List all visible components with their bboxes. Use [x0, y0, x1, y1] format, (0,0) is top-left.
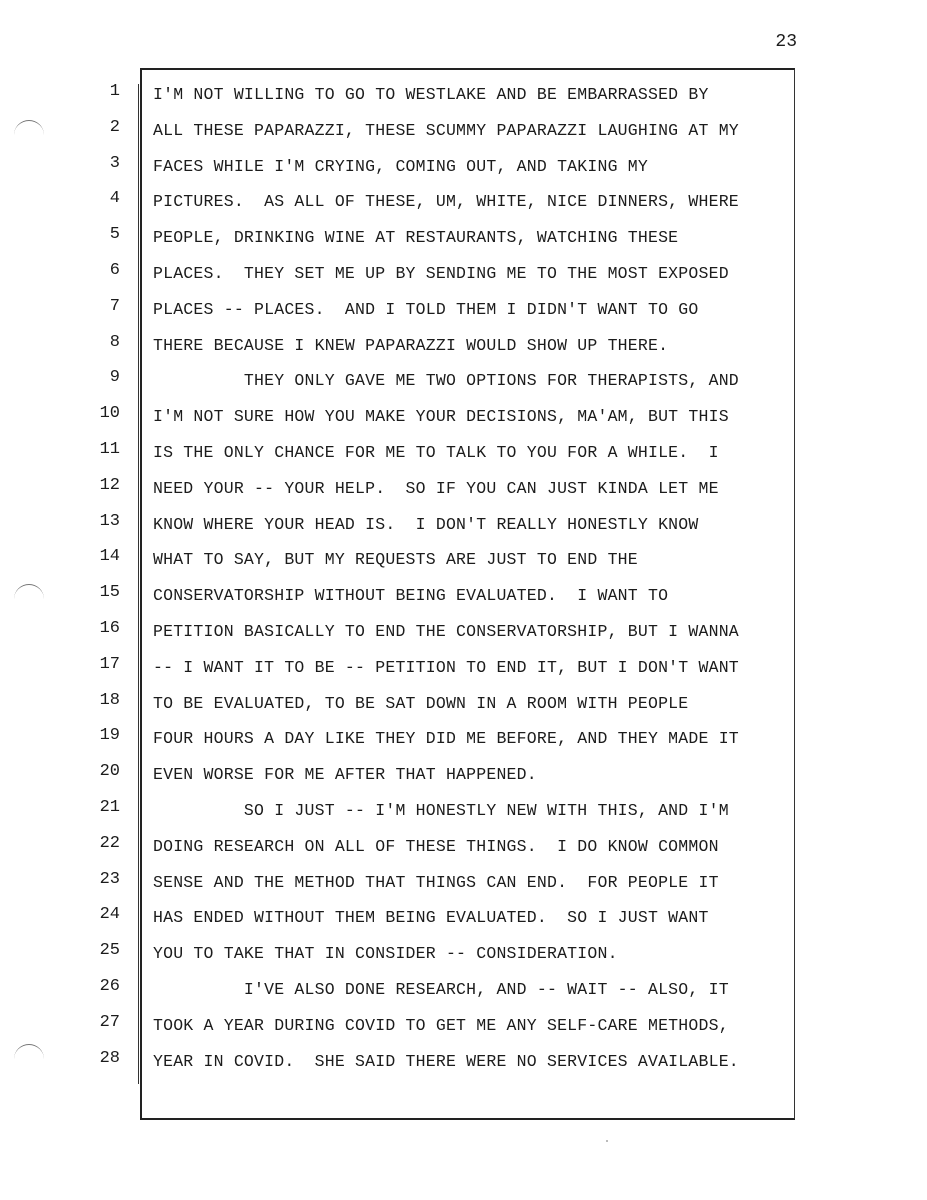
- transcript-line: [0, 508, 927, 544]
- line-number: 14: [99, 547, 120, 567]
- line-text: -- I WANT IT TO BE -- PETITION TO END IT, BUT I DON'T WANT: [153, 657, 739, 677]
- transcript-lines: [0, 78, 927, 1080]
- transcript-line: [0, 579, 927, 615]
- line-text: EVEN WORSE FOR ME AFTER THAT HAPPENED.: [153, 765, 537, 785]
- line-text: TOOK A YEAR DURING COVID TO GET ME ANY SELF-CARE METHODS,: [153, 1015, 729, 1035]
- line-number: 7: [109, 296, 120, 316]
- line-number: 10: [99, 404, 120, 424]
- transcript-line: [0, 687, 927, 723]
- transcript-line: [0, 794, 927, 830]
- line-number: 9: [109, 368, 120, 388]
- line-text: IS THE ONLY CHANCE FOR ME TO TALK TO YOU FOR A WHILE. I: [153, 442, 719, 462]
- transcript-line: [0, 364, 927, 400]
- transcript-line: [0, 543, 927, 579]
- line-text: PLACES. THEY SET ME UP BY SENDING ME TO THE MOST EXPOSED: [153, 263, 729, 283]
- line-number: 22: [99, 833, 120, 853]
- scan-speck: [606, 1140, 608, 1142]
- line-number: 21: [99, 797, 120, 817]
- line-number: 23: [99, 869, 120, 889]
- transcript-line: [0, 472, 927, 508]
- transcript-line: [0, 150, 927, 186]
- line-text: YOU TO TAKE THAT IN CONSIDER -- CONSIDERATION.: [153, 944, 618, 964]
- line-number: 2: [109, 117, 120, 137]
- line-number: 16: [99, 618, 120, 638]
- transcript-line: [0, 937, 927, 973]
- transcript-line: [0, 1045, 927, 1081]
- line-text: FACES WHILE I'M CRYING, COMING OUT, AND TAKING MY: [153, 156, 648, 176]
- line-number: 26: [99, 976, 120, 996]
- transcript-line: [0, 722, 927, 758]
- line-text: NEED YOUR -- YOUR HELP. SO IF YOU CAN JUST KINDA LET ME: [153, 478, 719, 498]
- page-number: 23: [775, 32, 797, 52]
- transcript-line: [0, 185, 927, 221]
- line-number: 17: [99, 654, 120, 674]
- transcript-line: [0, 114, 927, 150]
- line-text: THEY ONLY GAVE ME TWO OPTIONS FOR THERAPISTS, AND: [153, 371, 739, 391]
- line-text: I'VE ALSO DONE RESEARCH, AND -- WAIT -- ALSO, IT: [153, 979, 729, 999]
- line-number: 12: [99, 475, 120, 495]
- line-text: SO I JUST -- I'M HONESTLY NEW WITH THIS, AND I'M: [153, 800, 729, 820]
- transcript-line: [0, 901, 927, 937]
- line-number: 1: [109, 82, 120, 101]
- transcript-line: [0, 436, 927, 472]
- line-number: 20: [99, 762, 120, 782]
- line-text: PEOPLE, DRINKING WINE AT RESTAURANTS, WATCHING THESE: [153, 228, 679, 248]
- line-number: 6: [109, 260, 120, 280]
- line-number: 28: [99, 1048, 120, 1068]
- line-number: 5: [109, 225, 120, 245]
- transcript-line: [0, 830, 927, 866]
- line-text: DOING RESEARCH ON ALL OF THESE THINGS. I DO KNOW COMMON: [153, 836, 719, 856]
- line-text: PICTURES. AS ALL OF THESE, UM, WHITE, NICE DINNERS, WHERE: [153, 192, 739, 212]
- transcript-line: [0, 758, 927, 794]
- transcript-line: [0, 1009, 927, 1045]
- line-text: WHAT TO SAY, BUT MY REQUESTS ARE JUST TO END THE: [153, 550, 638, 570]
- transcript-line: [0, 973, 927, 1009]
- line-number: 25: [99, 941, 120, 961]
- transcript-line: [0, 221, 927, 257]
- line-text: PETITION BASICALLY TO END THE CONSERVATORSHIP, BUT I WANNA: [153, 621, 739, 641]
- transcript-line: [0, 615, 927, 651]
- transcript-line: [0, 866, 927, 902]
- line-text: I'M NOT SURE HOW YOU MAKE YOUR DECISIONS, MA'AM, BUT THIS: [153, 407, 729, 427]
- line-number: 13: [99, 511, 120, 531]
- transcript-line: [0, 257, 927, 293]
- transcript-line: [0, 329, 927, 365]
- line-text: TO BE EVALUATED, TO BE SAT DOWN IN A ROOM WITH PEOPLE: [153, 693, 689, 713]
- line-number: 27: [99, 1012, 120, 1032]
- line-text: PLACES -- PLACES. AND I TOLD THEM I DIDN'T WANT TO GO: [153, 299, 699, 319]
- line-text: THERE BECAUSE I KNEW PAPARAZZI WOULD SHOW UP THERE.: [153, 335, 669, 355]
- line-text: I'M NOT WILLING TO GO TO WESTLAKE AND BE EMBARRASSED BY: [153, 85, 709, 104]
- line-number: 18: [99, 690, 120, 710]
- line-number: 15: [99, 583, 120, 603]
- line-number: 11: [99, 439, 120, 459]
- transcript-line: [0, 293, 927, 329]
- line-number: 4: [109, 189, 120, 209]
- line-number: 19: [99, 726, 120, 746]
- line-text: HAS ENDED WITHOUT THEM BEING EVALUATED. SO I JUST WANT: [153, 908, 709, 928]
- line-text: KNOW WHERE YOUR HEAD IS. I DON'T REALLY HONESTLY KNOW: [153, 514, 699, 534]
- transcript-line: [0, 651, 927, 687]
- line-text: ALL THESE PAPARAZZI, THESE SCUMMY PAPARAZZI LAUGHING AT MY: [153, 120, 739, 140]
- line-number: 3: [109, 153, 120, 173]
- line-text: YEAR IN COVID. SHE SAID THERE WERE NO SERVICES AVAILABLE.: [153, 1051, 739, 1071]
- line-text: CONSERVATORSHIP WITHOUT BEING EVALUATED. I WANT TO: [153, 586, 669, 606]
- line-text: FOUR HOURS A DAY LIKE THEY DID ME BEFORE, AND THEY MADE IT: [153, 729, 739, 749]
- line-number: 24: [99, 905, 120, 925]
- line-number: 8: [109, 332, 120, 352]
- line-text: SENSE AND THE METHOD THAT THINGS CAN END. FOR PEOPLE IT: [153, 872, 719, 892]
- transcript-line: [0, 78, 927, 114]
- transcript-line: [0, 400, 927, 436]
